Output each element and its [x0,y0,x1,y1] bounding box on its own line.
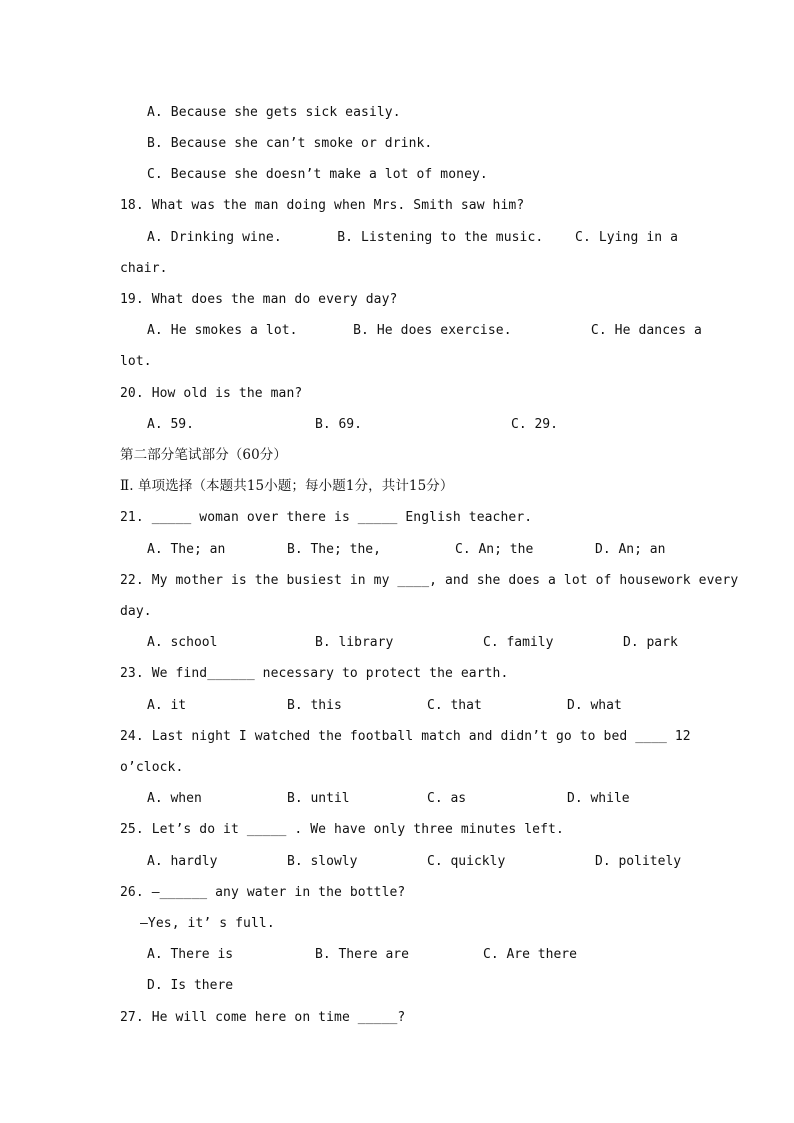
q26-option-b: B. There are [315,947,409,962]
question-25: 25. Let’s do it _____ . We have only three minutes left. [120,822,564,837]
q24-option-d: D. while [567,791,630,806]
q20-option-a: A. 59. [147,417,194,432]
question-24-continued: o’clock. [120,760,184,775]
question-19: 19. What does the man do every day? [120,292,398,307]
q20-option-c: C. 29. [511,417,558,432]
q21-option-b: B. The; the, [287,542,381,557]
question-20: 20. How old is the man? [120,386,303,401]
q18-options: A. Drinking wine. B. Listening to the music. C. Lying in a [147,230,679,245]
q21-option-a: A. The; an [147,542,226,557]
question-23: 23. We find______ necessary to protect the earth. [120,666,509,681]
question-26: 26. —______ any water in the bottle? [120,885,406,900]
q22-option-c: C. family [483,635,554,650]
q22-option-d: D. park [623,635,678,650]
q17-option-b: B. Because she can’t smoke or drink. [147,136,433,151]
q17-option-c: C. Because she doesn’t make a lot of money. [147,167,488,182]
question-24: 24. Last night I watched the football match and didn’t go to bed ____ 12 [120,729,691,744]
q23-option-a: A. it [147,698,187,713]
q25-option-c: C. quickly [427,854,506,869]
q19-options-continued: lot. [120,354,152,369]
part-two-heading: 第二部分笔试部分（60分） [120,447,287,463]
q26-option-a: A. There is [147,947,234,962]
q22-option-a: A. school [147,635,218,650]
question-27: 27. He will come here on time _____? [120,1010,406,1025]
q25-option-d: D. politely [595,854,682,869]
q21-option-c: C. An; the [455,542,534,557]
q18-options-continued: chair. [120,261,168,276]
q25-option-a: A. hardly [147,854,218,869]
q20-option-b: B. 69. [315,417,362,432]
question-18: 18. What was the man doing when Mrs. Smith saw him? [120,198,525,213]
q22-option-b: B. library [315,635,394,650]
q26-option-d: D. Is there [147,978,234,993]
section-two-heading: Ⅱ. 单项选择（本题共15小题；每小题1分，共计15分） [120,478,454,494]
q26-option-c: C. Are there [483,947,577,962]
q26-reply: —Yes, it’ s full. [140,916,275,931]
q24-option-a: A. when [147,791,202,806]
question-22-continued: day. [120,604,152,619]
q23-option-d: D. what [567,698,622,713]
q19-options: A. He smokes a lot. B. He does exercise. C. He dances a [147,323,702,338]
q24-option-b: B. until [287,791,350,806]
q21-option-d: D. An; an [595,542,666,557]
question-22: 22. My mother is the busiest in my ____, and she does a lot of housework every [120,573,739,588]
q23-option-b: B. this [287,698,342,713]
q23-option-c: C. that [427,698,482,713]
q25-option-b: B. slowly [287,854,358,869]
q24-option-c: C. as [427,791,467,806]
question-21: 21. _____ woman over there is _____ English teacher. [120,510,533,525]
q17-option-a: A. Because she gets sick easily. [147,105,401,120]
